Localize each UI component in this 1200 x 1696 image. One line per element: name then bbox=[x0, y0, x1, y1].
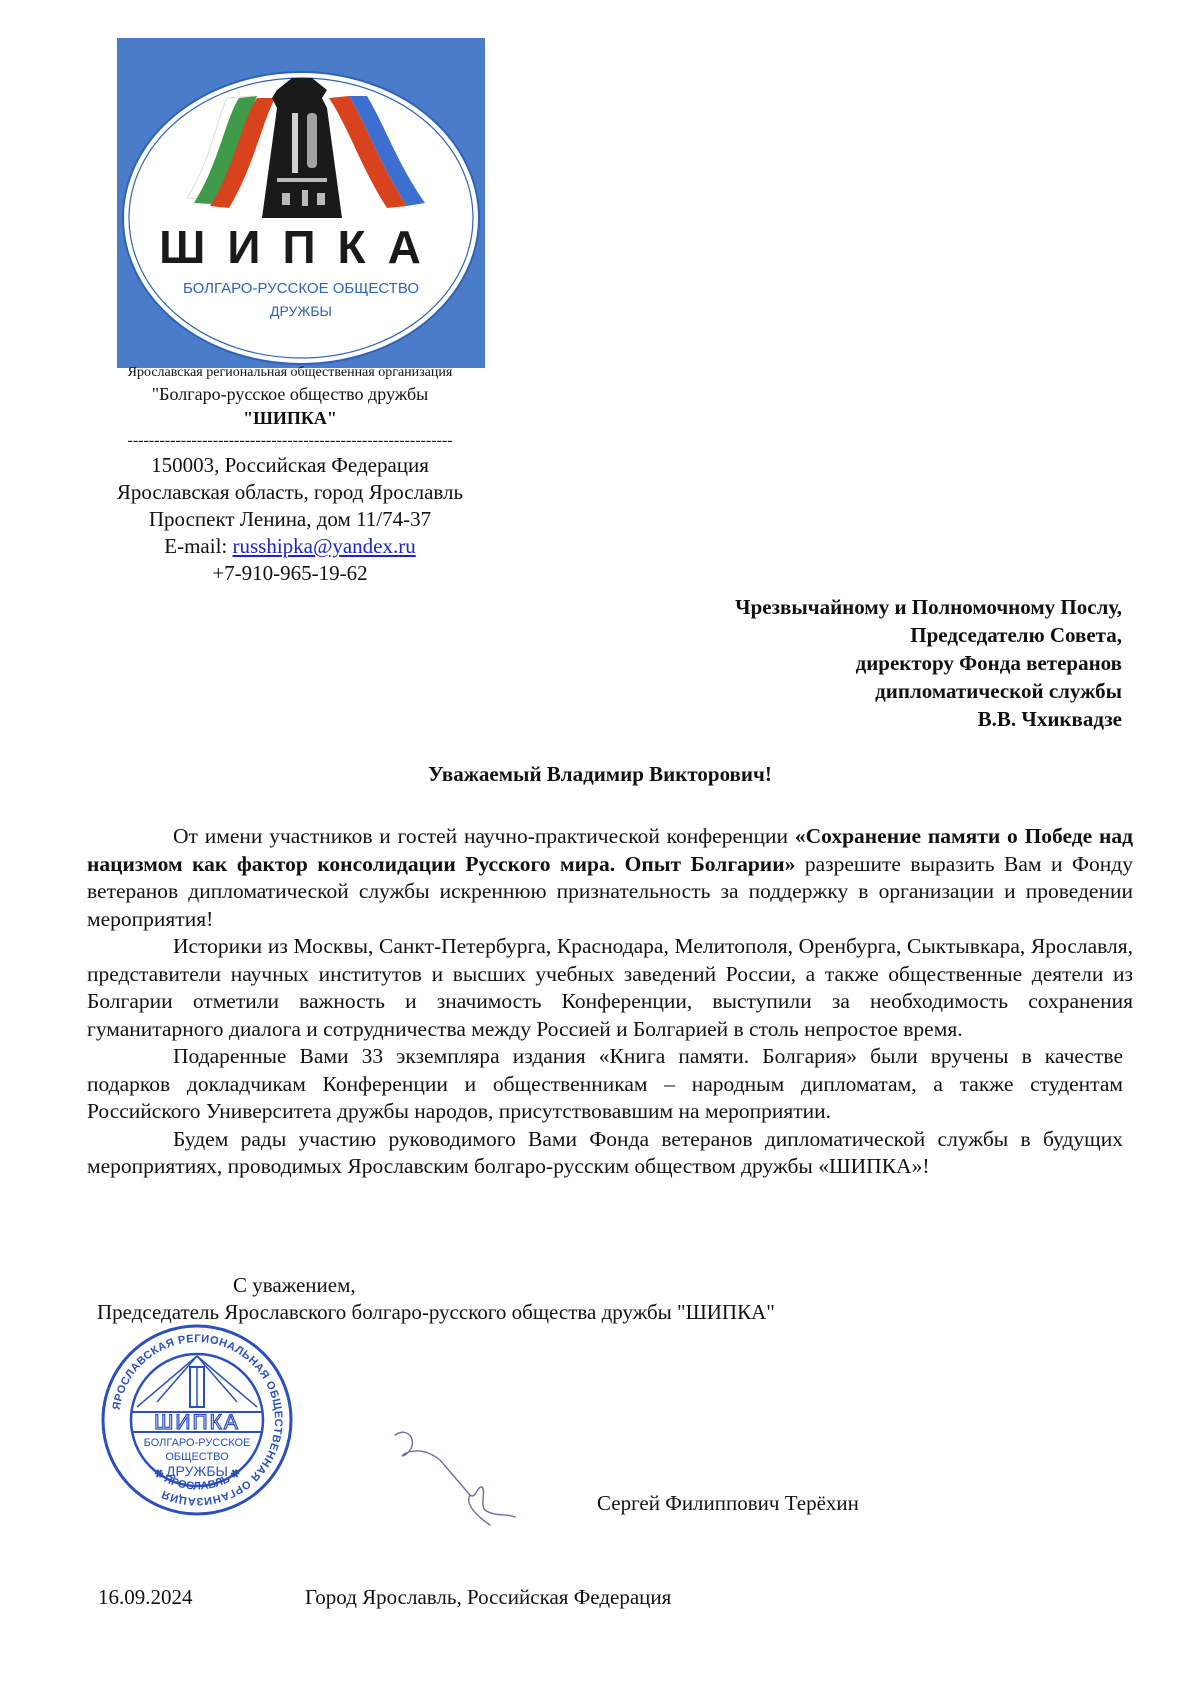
addressee-name: В.В. Чхиквадзе bbox=[977, 707, 1122, 731]
paragraph-1 bbox=[87, 823, 1133, 933]
logo-subtitle-line1: БОЛГАРО-РУССКОЕ ОБЩЕСТВО bbox=[182, 280, 420, 297]
conference-title: «Сохранение памяти о Победе над нацизмом как фактор консолидации Русского мира. Опыт Болгарии» bbox=[87, 824, 1134, 876]
phone-number: +7-910-965-19-62 bbox=[212, 561, 368, 585]
email-link[interactable]: russhipka@yandex.ru bbox=[232, 534, 416, 558]
handwritten-signature bbox=[390, 1425, 530, 1535]
stamp-line3: ДРУЖБЫ bbox=[166, 1463, 228, 1479]
logo-subtitle-line2: ДРУЖБЫ bbox=[270, 303, 332, 319]
email-line bbox=[60, 533, 520, 560]
letter-body bbox=[87, 823, 1133, 1181]
stamp-graphic bbox=[97, 1322, 297, 1518]
org-short-name: "ШИПКА" bbox=[243, 408, 337, 428]
signer-name: Сергей Филиппович Терёхин bbox=[597, 1491, 859, 1515]
addressee-line: Чрезвычайному и Полномочному Послу, bbox=[735, 595, 1122, 619]
organization-header bbox=[60, 364, 520, 587]
paragraph-1-rest: разрешите выразить Вам и Фонду ветеранов дипломатической службы искреннюю признательность за поддержку в организации и проведении мероприятия! bbox=[87, 851, 1133, 931]
closing-regards: С уважением, bbox=[233, 1273, 356, 1297]
street-address: Проспект Ленина, дом 11/74-37 bbox=[148, 507, 432, 531]
email-label: E-mail: bbox=[164, 534, 233, 558]
addressee-line: директору Фонда ветеранов bbox=[855, 651, 1122, 675]
stamp-monument-icon bbox=[190, 1367, 204, 1407]
salutation: Уважаемый Владимир Викторович! bbox=[428, 762, 772, 786]
stamp-title: ШИПКА bbox=[154, 1411, 240, 1434]
stamp-line2: ОБЩЕСТВО bbox=[165, 1451, 229, 1463]
letter-place: Город Ярославль, Российская Федерация bbox=[305, 1585, 672, 1609]
paragraph-2: Историки из Москвы, Санкт-Петербурга, Краснодара, Мелитополя, Оренбурга, Сыктывкара, Ярославля, представители научных институтов и высших учебных заведений России, а также общественные деятели из Болгарии отметили важность и значимость Конференции, выступили за необходимость сохранения гуманитарного диалога и сотрудничества между Россией и Болгарией в столь непростое время. bbox=[87, 934, 1133, 1041]
signer-position: Председатель Ярославского болгаро-русского общества дружбы "ШИПКА" bbox=[97, 1300, 775, 1324]
letter-date: 16.09.2024 bbox=[98, 1585, 193, 1609]
organization-logo bbox=[117, 38, 485, 368]
paragraph-4: Будем рады участию руководимого Вами Фонда ветеранов дипломатической службы в будущих мероприятиях, проводимых Ярославским болгаро-русским обществом дружбы «ШИПКА»! bbox=[87, 1126, 1123, 1178]
postal-address: 150003, Российская Федерация bbox=[151, 453, 429, 477]
signature-scribble bbox=[390, 1425, 530, 1535]
paragraph-1-intro: От имени участников и гостей научно-практической конференции bbox=[173, 824, 795, 848]
official-stamp bbox=[97, 1322, 297, 1518]
header-divider: ------------------------------------------------------------- bbox=[127, 432, 453, 449]
region-address: Ярославская область, город Ярославль bbox=[116, 480, 464, 504]
org-type: Ярославская региональная общественная организация bbox=[127, 365, 453, 380]
paragraph-3: Подаренные Вами 33 экземпляра издания «Книга памяти. Болгария» были вручены в качестве подарков докладчикам Конференции и общественникам – народным дипломатам, а также студентам Российского Университета дружбы народов, присутствовавшим на мероприятии. bbox=[87, 1044, 1123, 1123]
addressee-line: Председателю Совета, bbox=[910, 623, 1122, 647]
org-name: "Болгаро-русское общество дружбы bbox=[151, 384, 429, 404]
stamp-ring-text: ЯРОСЛАВСКАЯ РЕГИОНАЛЬНАЯ ОБЩЕСТВЕННАЯ ОРГАНИЗАЦИЯ bbox=[110, 1332, 285, 1508]
addressee-block bbox=[735, 593, 1122, 733]
addressee-line: дипломатической службы bbox=[875, 679, 1122, 703]
stamp-city-text: ✱ ЯРОСЛАВЛЬ ✱ bbox=[151, 1466, 243, 1493]
shipka-logo-graphic bbox=[117, 38, 485, 368]
logo-title: ШИПКА bbox=[159, 221, 443, 273]
stamp-line1: БОЛГАРО-РУССКОЕ bbox=[143, 1437, 251, 1449]
